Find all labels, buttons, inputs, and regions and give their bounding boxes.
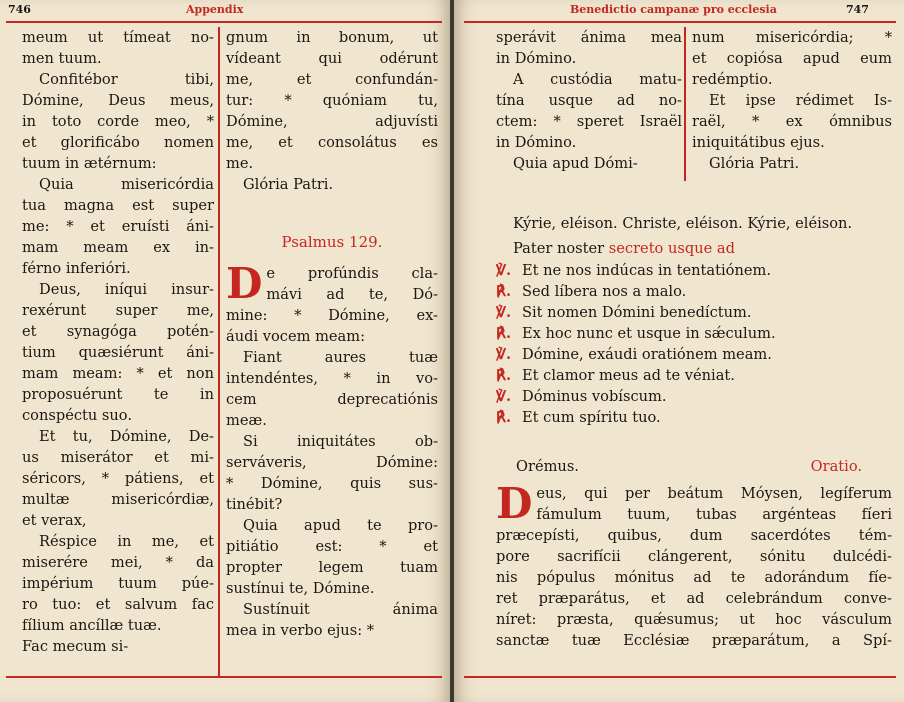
text-line: cem deprecatiónis bbox=[226, 391, 438, 408]
text-line: Dómine, Deus meus, bbox=[22, 92, 214, 109]
text-line: proposuérunt te in bbox=[22, 386, 214, 403]
text-line: in Dómino. bbox=[496, 134, 577, 151]
text-line: ret præparátus, et ad celebrándum conve- bbox=[496, 590, 892, 607]
text-line: vídeant qui odérunt bbox=[226, 50, 438, 67]
text-line: impérium tuum púe- bbox=[22, 575, 214, 592]
text-line: tur: * quóniam tu, bbox=[226, 92, 438, 109]
text-line: tium quæsiérunt áni- bbox=[22, 344, 214, 361]
versicle-symbol: ℟. bbox=[496, 409, 512, 426]
oratio-title: Oratio. bbox=[810, 458, 862, 475]
versicle-text: Sed líbera nos a malo. bbox=[522, 283, 687, 300]
versicle-symbol: ℟. bbox=[496, 283, 512, 300]
text-line: gnum in bonum, ut bbox=[226, 29, 438, 46]
text-line: me. bbox=[226, 155, 254, 172]
text-line: Dómine, adjuvísti bbox=[226, 113, 438, 130]
text-line: Si iniquitátes ob- bbox=[243, 433, 438, 450]
text-line: me, et consolátus es bbox=[226, 134, 438, 151]
versicle-text: Ex hoc nunc et usque in sǽculum. bbox=[522, 325, 776, 342]
versicle-text: Et cum spíritu tuo. bbox=[522, 409, 661, 426]
right-footer-rule bbox=[464, 676, 896, 678]
text-line: fílium ancíllæ tuæ. bbox=[22, 617, 162, 634]
text-line: mam meam ex in- bbox=[22, 239, 214, 256]
text-line: tuum in ætérnum: bbox=[22, 155, 157, 172]
text-line: Quia apud Dómi- bbox=[513, 155, 638, 172]
versicle-symbol: ℣. bbox=[496, 262, 512, 279]
text-line: intendéntes, * in vo- bbox=[226, 370, 438, 387]
prayer-drop-cap: D bbox=[496, 479, 533, 528]
text-line: multæ misericórdiæ, bbox=[22, 491, 214, 508]
text-line: pitiátio est: * et bbox=[226, 538, 438, 555]
versicle-text: Dómine, exáudi oratiónem meam. bbox=[522, 346, 772, 363]
left-page-number: 746 bbox=[8, 3, 31, 16]
pater-noster-line bbox=[496, 238, 892, 259]
text-line: nis pópulus mónitus ad te adorándum fíe- bbox=[496, 569, 892, 586]
text-line: Et tu, Dómine, De- bbox=[39, 428, 214, 445]
right-column-2 bbox=[692, 27, 892, 174]
text-line: pore sacrifícii clángerent, sónitu dulcédi- bbox=[496, 548, 892, 565]
right-column-divider bbox=[684, 27, 686, 181]
versicle-text: Et ne nos indúcas in tentatiónem. bbox=[522, 262, 771, 279]
text-line: in Dómino. bbox=[496, 50, 577, 67]
versicle-symbol: ℣. bbox=[496, 304, 512, 321]
text-line: et glorificábo nomen bbox=[22, 134, 214, 151]
pater-rubric: secreto usque ad bbox=[608, 240, 735, 257]
left-column-2 bbox=[226, 27, 438, 641]
psalm-title: Psalmus 129. bbox=[281, 233, 383, 251]
text-line: mine: * Dómine, ex- bbox=[226, 307, 438, 324]
text-line: Fiant aures tuæ bbox=[243, 349, 438, 366]
versicle-symbol: ℟. bbox=[496, 325, 512, 342]
text-line: men tuum. bbox=[22, 50, 102, 67]
versicle-row bbox=[496, 302, 892, 323]
versicle-symbol: ℣. bbox=[496, 346, 512, 363]
left-column-1 bbox=[22, 27, 214, 657]
text-line: sanctæ tuæ Ecclésiæ præparátum, a Spí- bbox=[496, 632, 892, 649]
text-line: Réspice in me, et bbox=[39, 533, 214, 550]
text-line: iniquitátibus ejus. bbox=[692, 134, 825, 151]
oremus-label: Orémus. bbox=[516, 458, 579, 475]
right-header-rule bbox=[464, 21, 896, 23]
left-page bbox=[0, 0, 450, 702]
versicle-text: Dóminus vobíscum. bbox=[522, 388, 667, 405]
left-column-divider bbox=[218, 27, 220, 677]
versicle-symbol: ℣. bbox=[496, 388, 512, 405]
text-line: Quia apud te pro- bbox=[243, 517, 438, 534]
kyrie-text: Kýrie, eléison. Christe, eléison. Kýrie, eléison. bbox=[513, 215, 853, 232]
text-line: férno inferióri. bbox=[22, 260, 131, 277]
text-line: Fac mecum si- bbox=[22, 638, 129, 655]
text-line: e profúndis cla- bbox=[266, 265, 438, 282]
text-line: et copiósa apud eum bbox=[692, 50, 892, 67]
versicle-text: Sit nomen Dómini benedíctum. bbox=[522, 304, 752, 321]
right-page bbox=[454, 0, 904, 702]
text-line: tinébit? bbox=[226, 496, 283, 513]
text-line: mávi ad te, Dó- bbox=[266, 286, 438, 303]
versicle-row bbox=[496, 281, 892, 302]
text-line: me, et confundán- bbox=[226, 71, 438, 88]
text-line: níret: præsta, quǽsumus; ut hoc vásculum bbox=[496, 611, 892, 628]
text-line: Deus, iníqui insur- bbox=[39, 281, 214, 298]
text-line: séricors, * pátiens, et bbox=[22, 470, 214, 487]
text-line: conspéctu suo. bbox=[22, 407, 132, 424]
text-line: rexérunt super me, bbox=[22, 302, 214, 319]
left-col2-top bbox=[226, 27, 438, 195]
versicles-list bbox=[496, 260, 892, 428]
versicle-symbol: ℟. bbox=[496, 367, 512, 384]
text-line: * Dómine, quis sus- bbox=[226, 475, 438, 492]
versicle-row bbox=[496, 323, 892, 344]
versicle-row bbox=[496, 365, 892, 386]
text-line: sperávit ánima mea bbox=[496, 29, 682, 46]
text-line: redémptio. bbox=[692, 71, 773, 88]
text-line: Sustínuit ánima bbox=[243, 601, 438, 618]
text-line: me: * et eruísti áni- bbox=[22, 218, 214, 235]
text-line: num misericórdia; * bbox=[692, 29, 892, 46]
text-line: in toto corde meo, * bbox=[22, 113, 214, 130]
text-line: us miserátor et mi- bbox=[22, 449, 214, 466]
versicle-row bbox=[496, 386, 892, 407]
text-line: Glória Patri. bbox=[243, 176, 334, 193]
versicle-text: Et clamor meus ad te véniat. bbox=[522, 367, 735, 384]
text-line: tína usque ad no- bbox=[496, 92, 682, 109]
right-page-number: 747 bbox=[846, 3, 869, 16]
text-line: áudi vocem meam: bbox=[226, 328, 365, 345]
pater-noster: Pater noster bbox=[513, 240, 605, 257]
text-line: et verax, bbox=[22, 512, 87, 529]
left-running-head: Appendix bbox=[186, 3, 244, 16]
text-line: A custódia matu- bbox=[513, 71, 682, 88]
text-line: Glória Patri. bbox=[709, 155, 800, 172]
text-line: mam meam: * et non bbox=[22, 365, 214, 382]
text-line: mea in verbo ejus: * bbox=[226, 622, 375, 639]
versicle-row bbox=[496, 344, 892, 365]
text-line: propter legem tuam bbox=[226, 559, 438, 576]
text-line: Et ipse rédimet Is- bbox=[709, 92, 892, 109]
text-line: meæ. bbox=[226, 412, 267, 429]
text-line: meum ut tímeat no- bbox=[22, 29, 214, 46]
text-line: Confitébor tibi, bbox=[39, 71, 214, 88]
right-running-head: Benedictio campanæ pro ecclesia bbox=[570, 3, 777, 16]
text-line: fámulum tuum, tubas argénteas fíeri bbox=[536, 506, 892, 523]
text-line: eus, qui per beátum Móysen, legíferum bbox=[536, 485, 892, 502]
left-col2-bottom bbox=[226, 347, 438, 641]
text-line: tua magna est super bbox=[22, 197, 214, 214]
left-header-rule bbox=[6, 21, 442, 23]
versicle-row bbox=[496, 407, 892, 428]
versicle-row bbox=[496, 260, 892, 281]
text-line: ctem: * speret Israël bbox=[496, 113, 682, 130]
oratio-prayer bbox=[496, 479, 892, 651]
psalm-drop-cap: D bbox=[226, 259, 263, 308]
text-line: Quia misericórdia bbox=[39, 176, 214, 193]
text-line: præcepísti, quibus, dum sacerdótes tém- bbox=[496, 527, 892, 544]
text-line: raël, * ex ómnibus bbox=[692, 113, 892, 130]
right-column-1 bbox=[496, 27, 682, 174]
prayer-lines bbox=[496, 479, 892, 651]
text-line: sustínui te, Dómine. bbox=[226, 580, 375, 597]
right-lower-block bbox=[496, 213, 892, 651]
text-line: et synagóga potén- bbox=[22, 323, 214, 340]
text-line: ro tuo: et salvum fac bbox=[22, 596, 214, 613]
left-footer-rule bbox=[6, 676, 442, 678]
text-line: serváveris, Dómine: bbox=[226, 454, 438, 471]
text-line: miserére mei, * da bbox=[22, 554, 214, 571]
oratio-heading-row bbox=[496, 456, 892, 477]
psalm-first-verse bbox=[226, 259, 438, 347]
